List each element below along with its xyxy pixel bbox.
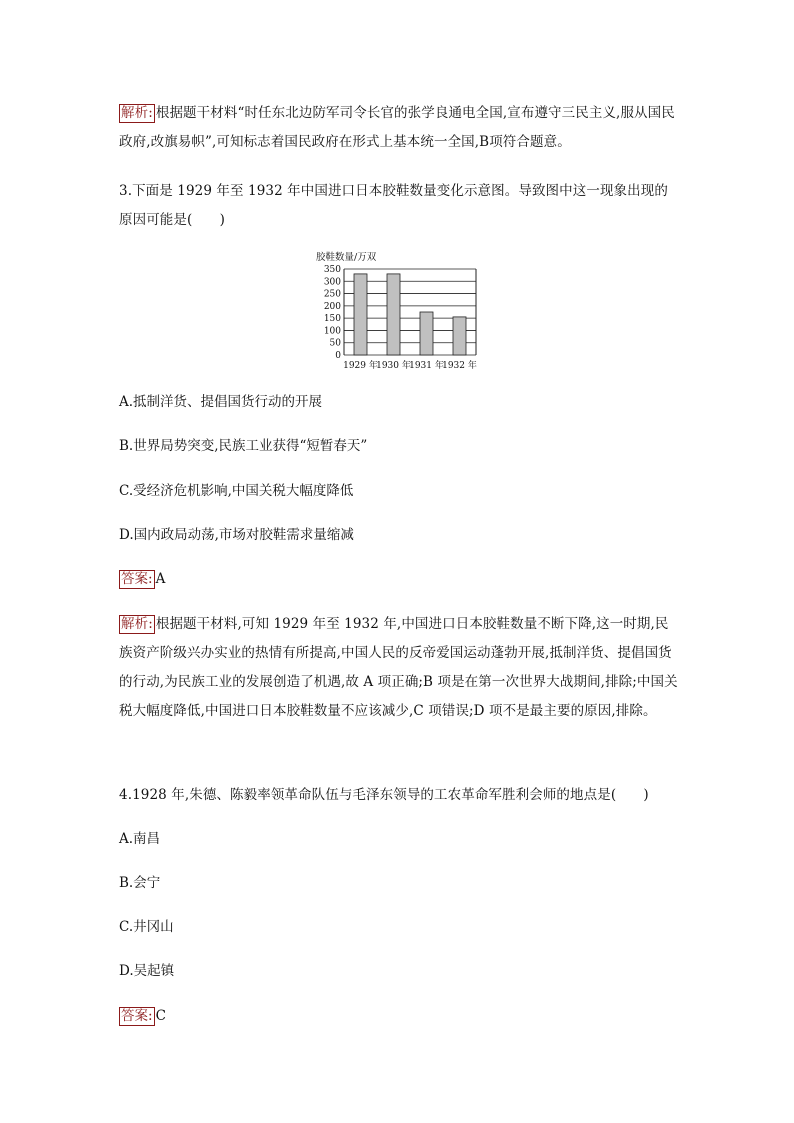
analysis-1	[119, 99, 679, 157]
answer-value: A	[155, 571, 166, 587]
y-tick-label: 50	[329, 338, 341, 349]
x-category-label: 1929 年	[343, 361, 378, 371]
question-4-stem: 4.1928 年,朱德、陈毅率领革命队伍与毛泽东领导的工农革命军胜利会师的地点是( )	[119, 787, 649, 803]
answer-value: C	[155, 1008, 166, 1024]
q4-answer	[119, 1006, 166, 1026]
q4-option-a: A.南昌	[119, 831, 161, 847]
y-tick-label: 150	[323, 314, 341, 325]
bar	[354, 274, 367, 355]
import-chart	[314, 249, 484, 375]
analysis-text: 根据题干材料“时任东北边防军司令长官的张学良通电全国,宣布遵守三民主义,服从国民政府,改旗易帜”,可知标志着国民政府在形式上基本统一全国,B项符合题意。	[119, 105, 675, 150]
q3-analysis	[119, 610, 679, 726]
q4-option-c: C.井冈山	[119, 919, 174, 935]
question-3-stem: 3.下面是 1929 年至 1932 年中国进口日本胶鞋数量变化示意图。导致图中这一现象出现的原因可能是( )	[119, 183, 668, 228]
answer-tag: 答案:	[121, 1008, 153, 1024]
y-tick-label: 300	[323, 277, 341, 288]
q3-answer	[119, 569, 165, 589]
chart-title: 胶鞋数量/万双	[316, 252, 377, 263]
y-tick-label: 0	[335, 351, 341, 361]
bar	[453, 317, 466, 355]
q3-option-b: B.世界局势突变,民族工业获得“短暂春天”	[119, 438, 368, 454]
bar	[420, 312, 433, 355]
q3-option-a: A.抵制洋货、提倡国货行动的开展	[119, 394, 323, 410]
q4-option-b: B.会宁	[119, 875, 161, 891]
bar	[387, 274, 400, 355]
y-tick-label: 200	[323, 301, 341, 312]
bar-chart	[314, 249, 484, 375]
y-tick-label: 250	[323, 289, 341, 300]
analysis-text: 根据题干材料,可知 1929 年至 1932 年,中国进口日本胶鞋数量不断下降,这一时期,民族资产阶级兴办实业的热情有所提高,中国人民的反帝爱国运动蓬勃开展,抵制洋货、提倡国货的行动,为民族工业的发展创造了机遇,故 A 项正确;B 项是在第一次世界大战期间,排除;中国关税大幅度降低,中国进口日本胶鞋数量不应该减少,C 项错误;D 项不是最主要的原因,排除。	[119, 616, 678, 719]
analysis-tag: 解析:	[121, 105, 153, 121]
x-category-label: 1932 年	[442, 361, 477, 371]
q3-option-d: D.国内政局动荡,市场对胶鞋需求量缩减	[119, 527, 354, 543]
x-category-label: 1931 年	[409, 361, 444, 371]
analysis-tag: 解析:	[121, 616, 153, 632]
answer-tag: 答案:	[121, 571, 153, 587]
q3-option-c: C.受经济危机影响,中国关税大幅度降低	[119, 483, 354, 499]
q4-option-d: D.吴起镇	[119, 963, 175, 979]
y-tick-label: 350	[323, 265, 341, 275]
x-category-label: 1930 年	[376, 361, 411, 371]
y-tick-label: 100	[323, 326, 341, 337]
